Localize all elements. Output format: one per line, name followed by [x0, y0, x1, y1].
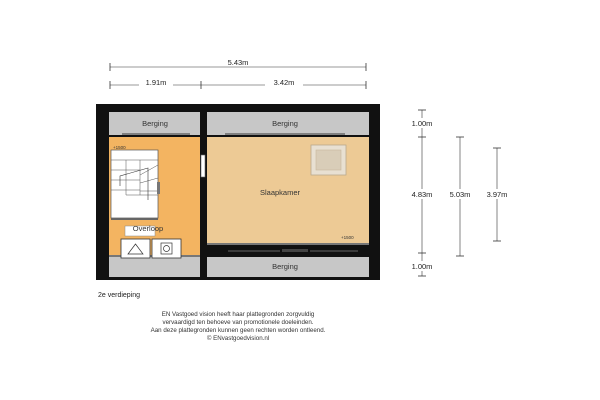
dim-total-width: 5.43m	[227, 58, 249, 67]
dim-left-width: 1.91m	[145, 78, 167, 87]
disclaimer-line-1: EN Vastgoed vision heeft haar plattegronden zorgvuldig	[161, 311, 315, 318]
berging-left-bottom-area	[109, 257, 200, 277]
dim-middle-depth: 4.83m	[411, 190, 433, 199]
washing-machine-icon	[121, 239, 150, 258]
floor-label: 2e verdieping	[98, 292, 141, 299]
disclaimer-line-2: vervaardigd ten behoeve van promotionele doeleinden.	[162, 319, 314, 327]
label-overloop: Overloop	[132, 224, 164, 233]
disclaimer	[0, 311, 476, 343]
door-slaapkamer	[201, 155, 205, 177]
dim-bottom-depth: 1.00m	[411, 262, 433, 271]
dim-full-depth: 5.03m	[449, 190, 471, 199]
skylight-inner	[316, 150, 341, 170]
dim-inner-depth: 3.97m	[486, 190, 508, 199]
inner-wall	[207, 243, 369, 245]
dim-top-depth: 1.00m	[411, 119, 433, 128]
label-berging-top-right: Berging	[272, 119, 298, 128]
label-slaapkamer: Slaapkamer	[259, 188, 301, 197]
dryer-icon	[152, 239, 181, 258]
label-berging-top-left: Berging	[142, 119, 168, 128]
disclaimer-line-3: Aan deze plattegronden kunnen geen rechten worden ontleend.	[150, 327, 326, 335]
staircase-icon	[111, 150, 160, 218]
disclaimer-line-4: © ENvastgoedvision.nl	[206, 335, 270, 343]
height-mark-bedroom: +1500	[341, 235, 354, 240]
height-mark-stair: +1500	[113, 145, 126, 150]
dim-right-width: 3.42m	[273, 78, 295, 87]
door-berging-bottom-2	[282, 249, 308, 252]
railing	[111, 218, 158, 220]
label-berging-bottom: Berging	[272, 262, 298, 271]
